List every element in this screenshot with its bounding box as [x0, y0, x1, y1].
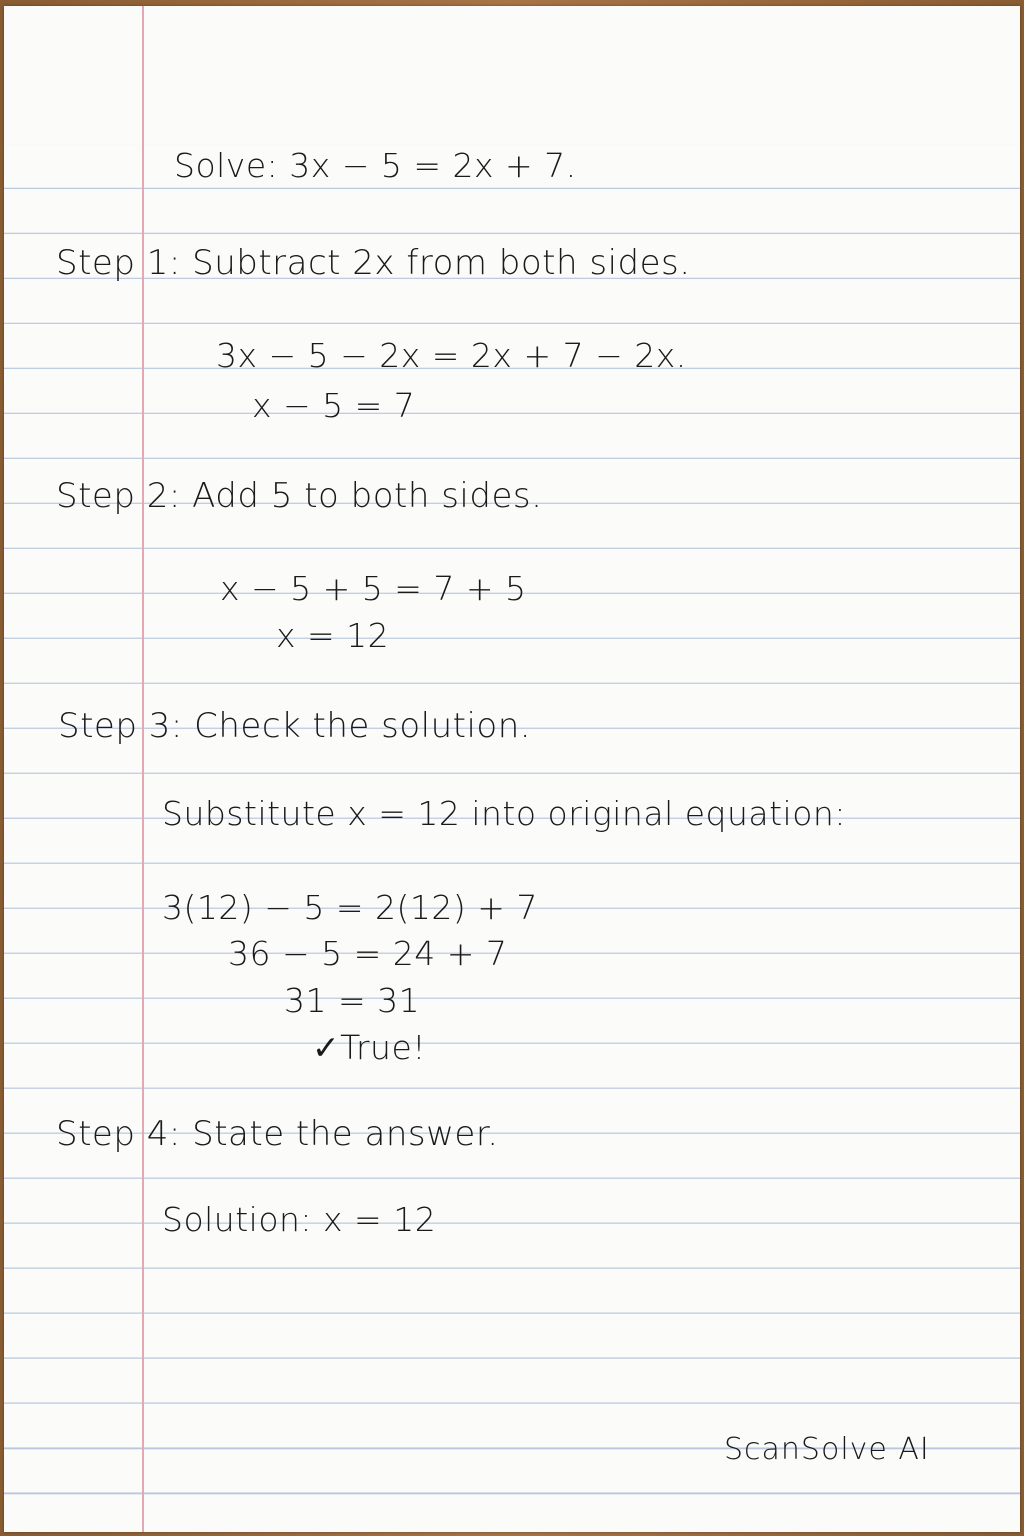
step-3-heading: Step 3: Check the solution. — [58, 706, 532, 746]
step-2-equation: x − 5 + 5 = 7 + 5 — [220, 569, 527, 608]
step-3-check-result: ✓True! — [312, 1028, 426, 1067]
step-3-check-line-2: 36 − 5 = 24 + 7 — [228, 934, 508, 973]
step-3-intro: Substitute x = 12 into original equation: — [162, 794, 846, 833]
step-3-check-line-1: 3(12) − 5 = 2(12) + 7 — [162, 888, 538, 927]
final-solution: Solution: x = 12 — [162, 1200, 437, 1239]
step-2-result: x = 12 — [276, 616, 390, 655]
notebook-paper — [4, 6, 1020, 1532]
step-2-heading: Step 2: Add 5 to both sides. — [56, 476, 543, 516]
step-1-equation: 3x − 5 − 2x = 2x + 7 − 2x. — [216, 336, 687, 375]
step-1-heading: Step 1: Subtract 2x from both sides. — [56, 243, 691, 283]
step-1-result: x − 5 = 7 — [252, 386, 416, 425]
margin-line — [142, 6, 144, 1532]
problem-statement: Solve: 3x − 5 = 2x + 7. — [174, 146, 577, 185]
brand-signature: ScanSolve AI — [724, 1432, 930, 1467]
step-4-heading: Step 4: State the answer. — [56, 1114, 499, 1154]
step-3-check-line-3: 31 = 31 — [284, 981, 421, 1020]
